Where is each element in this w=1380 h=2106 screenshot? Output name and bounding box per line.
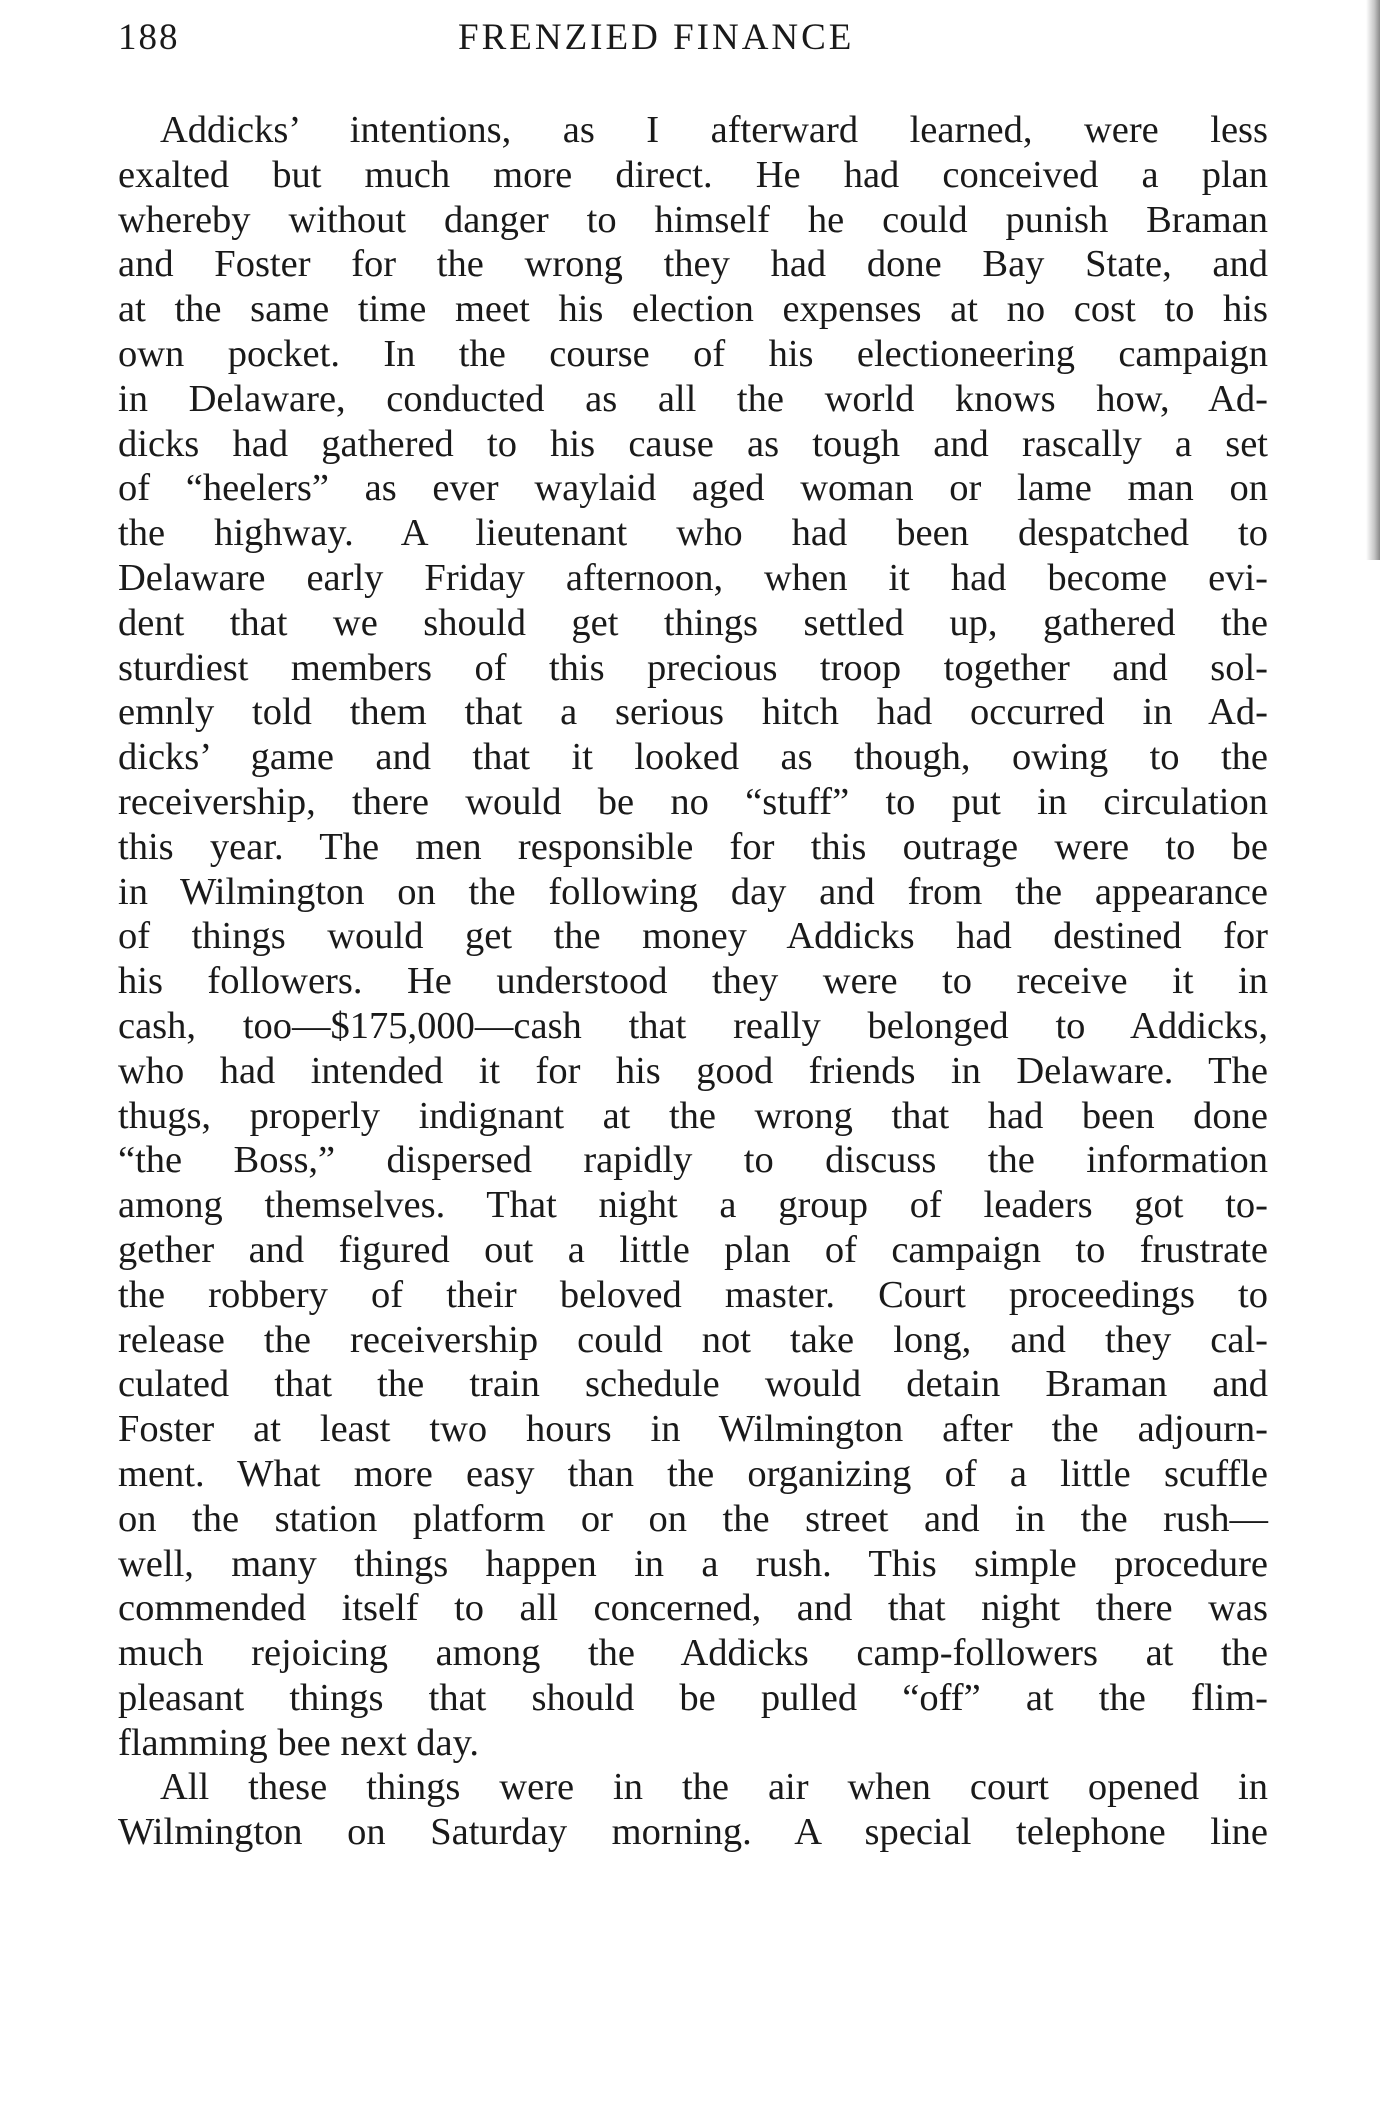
text-line: the highway. A lieutenant who had been despatched to bbox=[118, 512, 1268, 555]
page-number: 188 bbox=[118, 17, 180, 58]
text-line: much rejoicing among the Addicks camp-followers at the bbox=[118, 1632, 1268, 1675]
page-edge-shadow bbox=[1366, 0, 1380, 560]
text-line: own pocket. In the course of his electioneering campaign bbox=[118, 332, 1268, 375]
text-line: at the same time meet his election expenses at no cost to his bbox=[118, 288, 1268, 331]
text-line: pleasant things that should be pulled “off” at the flim- bbox=[118, 1676, 1268, 1719]
text-line: of things would get the money Addicks had destined for bbox=[118, 915, 1268, 958]
text-line: whereby without danger to himself he could punish Braman bbox=[118, 198, 1268, 241]
text-line: this year. The men responsible for this outrage were to be bbox=[118, 825, 1268, 868]
text-line: “the Boss,” dispersed rapidly to discuss the information bbox=[118, 1139, 1268, 1182]
body-text bbox=[118, 108, 1268, 1855]
text-line: in Delaware, conducted as all the world knows how, Ad- bbox=[118, 377, 1268, 420]
text-line: thugs, properly indignant at the wrong that had been done bbox=[118, 1094, 1268, 1137]
text-line: sturdiest members of this precious troop together and sol- bbox=[118, 646, 1268, 689]
text-line: Foster at least two hours in Wilmington after the adjourn- bbox=[118, 1408, 1268, 1451]
text-line: his followers. He understood they were to receive it in bbox=[118, 960, 1268, 1003]
text-line: Addicks’ intentions, as I afterward learned, were less bbox=[160, 109, 1268, 151]
text-line: release the receivership could not take long, and they cal- bbox=[118, 1318, 1268, 1361]
text-line: Wilmington on Saturday morning. A special telephone line bbox=[118, 1811, 1268, 1854]
text-line: cash, too—$175,000—cash that really belonged to Addicks, bbox=[118, 1004, 1268, 1047]
running-title: FRENZIED FINANCE bbox=[458, 17, 855, 58]
text-line: on the station platform or on the street and in the rush— bbox=[118, 1497, 1268, 1540]
text-line: flamming bee next day. bbox=[118, 1721, 479, 1764]
text-line: of “heelers” as ever waylaid aged woman or lame man on bbox=[118, 467, 1268, 510]
text-line: dent that we should get things settled up, gathered the bbox=[118, 601, 1268, 644]
text-line: among themselves. That night a group of leaders got to- bbox=[118, 1184, 1268, 1227]
text-line: commended itself to all concerned, and that night there was bbox=[118, 1587, 1268, 1630]
text-line: emnly told them that a serious hitch had occurred in Ad- bbox=[118, 691, 1268, 734]
text-line: the robbery of their beloved master. Court proceedings to bbox=[118, 1273, 1268, 1316]
text-line: Delaware early Friday afternoon, when it had become evi- bbox=[118, 556, 1268, 599]
text-line: who had intended it for his good friends in Delaware. The bbox=[118, 1049, 1268, 1092]
text-line: All these things were in the air when court opened in bbox=[160, 1766, 1268, 1809]
text-line: receivership, there would be no “stuff” to put in circulation bbox=[118, 780, 1268, 823]
running-head bbox=[118, 16, 1260, 64]
text-line: gether and figured out a little plan of campaign to frustrate bbox=[118, 1228, 1268, 1271]
text-line: ment. What more easy than the organizing of a little scuffle bbox=[118, 1452, 1268, 1495]
text-line: in Wilmington on the following day and from the appearance bbox=[118, 870, 1268, 913]
text-line: well, many things happen in a rush. This simple procedure bbox=[118, 1542, 1268, 1585]
text-line: dicks’ game and that it looked as though, owing to the bbox=[118, 736, 1268, 779]
text-line: dicks had gathered to his cause as tough and rascally a set bbox=[118, 422, 1268, 465]
text-line: culated that the train schedule would detain Braman and bbox=[118, 1363, 1268, 1406]
text-line: and Foster for the wrong they had done Bay State, and bbox=[118, 243, 1268, 286]
text-line: exalted but much more direct. He had conceived a plan bbox=[118, 153, 1268, 196]
